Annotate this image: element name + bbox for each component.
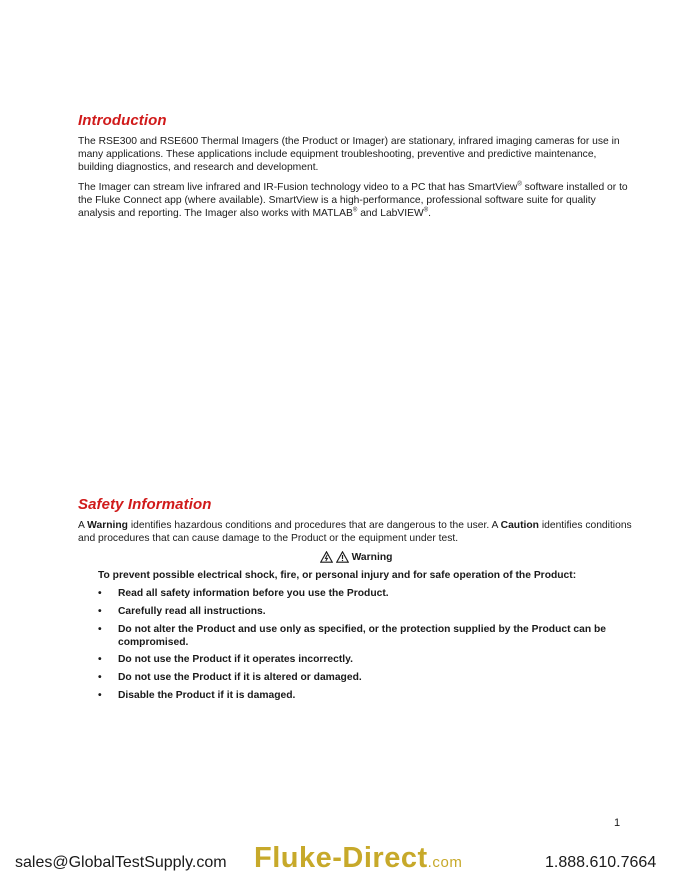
intro-p2-text-d: . — [428, 208, 432, 220]
bullet-glyph: • — [98, 588, 102, 600]
list-item-text: Do not use the Product if it operates incorrectly. — [118, 654, 353, 666]
list-item-text: Do not use the Product if it is altered or damaged. — [118, 672, 362, 684]
footer-phone-link[interactable]: 1.888.610.7664 — [545, 854, 657, 871]
list-item-text: Do not alter the Product and use only as specified, or the protection supplied by the Product can be compromised. — [118, 623, 607, 648]
warning-list — [98, 588, 618, 703]
list-item-text: Carefully read all instructions. — [118, 606, 266, 617]
list-item — [98, 624, 618, 650]
intro-p2-text-a: The Imager can stream live infrared and IR-Fusion technology video to a PC that has SmartView — [78, 181, 518, 193]
registered-mark: ® — [517, 181, 522, 188]
introduction-heading: Introduction — [78, 112, 167, 129]
introduction-section — [78, 112, 634, 226]
list-item — [98, 654, 618, 667]
list-item-text: Read all safety information before you use the Product. — [118, 588, 389, 600]
logo-dash: - — [332, 842, 343, 874]
registered-mark: ® — [423, 207, 429, 214]
list-item — [98, 588, 618, 601]
registered-mark: ® — [352, 207, 358, 214]
bullet-glyph: • — [98, 672, 102, 684]
bullet-glyph: • — [98, 654, 102, 666]
logo-text-dotcom: .com — [427, 854, 463, 871]
logo-text-direct: Direct — [342, 842, 428, 874]
warning-block — [98, 570, 618, 702]
bullet-glyph: • — [98, 689, 102, 701]
bullet-glyph: • — [98, 606, 102, 617]
caution-hazard-icon — [336, 551, 349, 563]
electrical-hazard-icon — [320, 551, 333, 563]
bullet-glyph: • — [98, 623, 102, 635]
introduction-paragraph-1: The RSE300 and RSE600 Thermal Imagers (the Product or Imager) are stationary, infrared imaging cameras for use in many applications. These applications include equipment troubleshooting, preventive and predictive maintenance, building diagnostics, and research and development. — [78, 136, 620, 174]
list-item — [98, 690, 618, 703]
intro-p2-text-c: and LabVIEW — [357, 208, 424, 220]
warning-title — [78, 551, 634, 563]
safety-text-a: A — [78, 520, 88, 531]
warning-term: Warning — [87, 520, 128, 531]
list-item — [98, 606, 618, 619]
introduction-paragraph-2 — [78, 181, 634, 221]
caution-term: Caution — [500, 520, 539, 531]
safety-text-b: identifies hazardous conditions and procedures that are dangerous to the user. A — [127, 520, 501, 531]
safety-definition-paragraph — [78, 519, 634, 545]
list-item — [98, 672, 618, 685]
safety-section — [78, 496, 634, 708]
footer-email-link[interactable]: sales@GlobalTestSupply.com — [15, 854, 227, 871]
warning-title-label: Warning — [351, 551, 393, 563]
list-item-text: Disable the Product if it is damaged. — [118, 689, 296, 701]
safety-text-c: identifies conditions and procedures that can cause damage to the Product or the equipment under test. — [78, 520, 632, 545]
logo-text-fluke: Fluke — [254, 842, 333, 874]
page-number: 1 — [614, 817, 621, 829]
footer-banner — [0, 840, 680, 880]
warning-intro: To prevent possible electrical shock, fire, or personal injury and for safe operation of the Product: — [98, 570, 577, 582]
fluke-direct-logo[interactable] — [254, 842, 463, 875]
safety-heading: Safety Information — [78, 496, 212, 513]
intro-p2-text-b: software installed or to the Fluke Connect app (where available). SmartView is a high-performance, professional software suite for quality analysis and reporting. The Imager also works with MATLAB — [78, 181, 628, 220]
